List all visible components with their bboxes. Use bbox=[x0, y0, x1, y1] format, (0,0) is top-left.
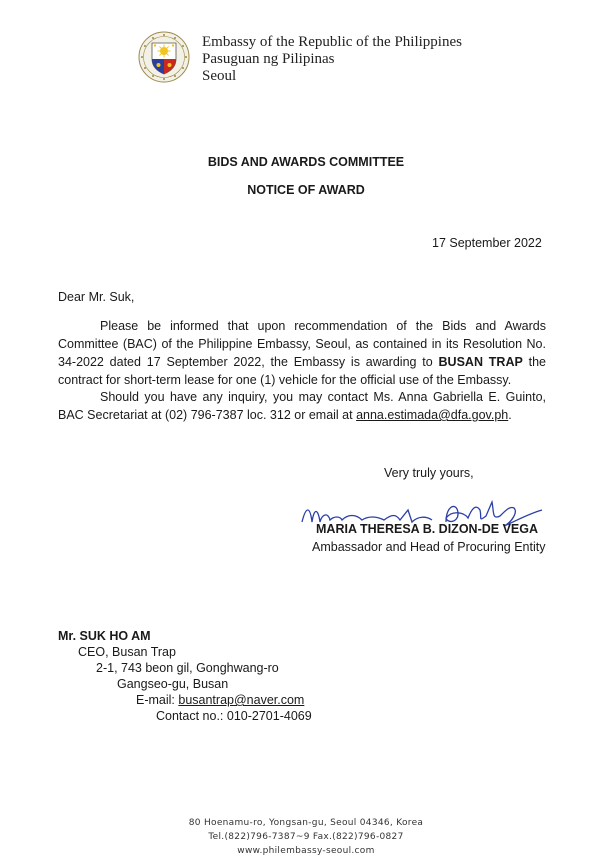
recipient-email-label: E-mail: bbox=[136, 693, 179, 707]
award-paragraph-text-1: Please be informed that upon recommendation of the Bids and Awards Committee (BAC) of the Philippine Embassy, Seoul, as contained in its Resolution No. 34-2022 dated 17 September 2022, the Embassy is awarding to bbox=[58, 319, 546, 369]
recipient-email-link[interactable]: busantrap@naver.com bbox=[178, 693, 305, 707]
footer-address: 80 Hoenamu-ro, Yongsan-gu, Seoul 04346, Korea bbox=[188, 818, 424, 828]
footer-website[interactable]: www.philembassy-seoul.com bbox=[237, 846, 375, 856]
salutation: Dear Mr. Suk, bbox=[58, 290, 135, 304]
committee-heading: BIDS AND AWARDS COMMITTEE bbox=[207, 155, 405, 169]
recipient-address-line2: Gangseo-gu, Busan bbox=[117, 677, 229, 691]
award-paragraph-text-2: the contract for short-term lease for one (1) vehicle for the official use of the Embassy. bbox=[58, 355, 546, 387]
inquiry-paragraph bbox=[58, 388, 546, 424]
letterhead-filipino-name: Pasuguan ng Pilipinas bbox=[202, 51, 335, 67]
recipient-name: Mr. SUK HO AM bbox=[58, 629, 151, 643]
awardee-name: BUSAN TRAP bbox=[438, 355, 523, 369]
award-paragraph bbox=[58, 317, 546, 389]
recipient-position: CEO, Busan Trap bbox=[78, 645, 176, 659]
recipient-email bbox=[136, 692, 304, 708]
letter-date: 17 September 2022 bbox=[432, 236, 542, 250]
secretariat-email-link[interactable]: anna.estimada@dfa.gov.ph bbox=[356, 408, 509, 422]
inquiry-paragraph-text: Should you have any inquiry, you may contact Ms. Anna Gabriella E. Guinto, BAC Secretariat at (02) 796-7387 loc. 312 or email at bbox=[58, 390, 546, 422]
signatory-title: Ambassador and Head of Procuring Entity bbox=[312, 540, 546, 554]
letterhead-embassy-name: Embassy of the Republic of the Philippines bbox=[202, 34, 462, 50]
inquiry-paragraph-end: . bbox=[508, 408, 512, 422]
letterhead-city: Seoul bbox=[202, 68, 237, 84]
signatory-name: MARIA THERESA B. DIZON-DE VEGA bbox=[316, 522, 538, 536]
notice-heading: NOTICE OF AWARD bbox=[247, 183, 365, 197]
recipient-contact: Contact no.: 010-2701-4069 bbox=[156, 709, 312, 723]
recipient-address-line1: 2-1, 743 beon gil, Gonghwang-ro bbox=[96, 661, 279, 675]
footer-phone: Tel.(822)796-7387~9 Fax.(822)796-0827 bbox=[208, 832, 404, 842]
philippine-seal-icon bbox=[138, 31, 190, 83]
closing: Very truly yours, bbox=[384, 466, 474, 480]
